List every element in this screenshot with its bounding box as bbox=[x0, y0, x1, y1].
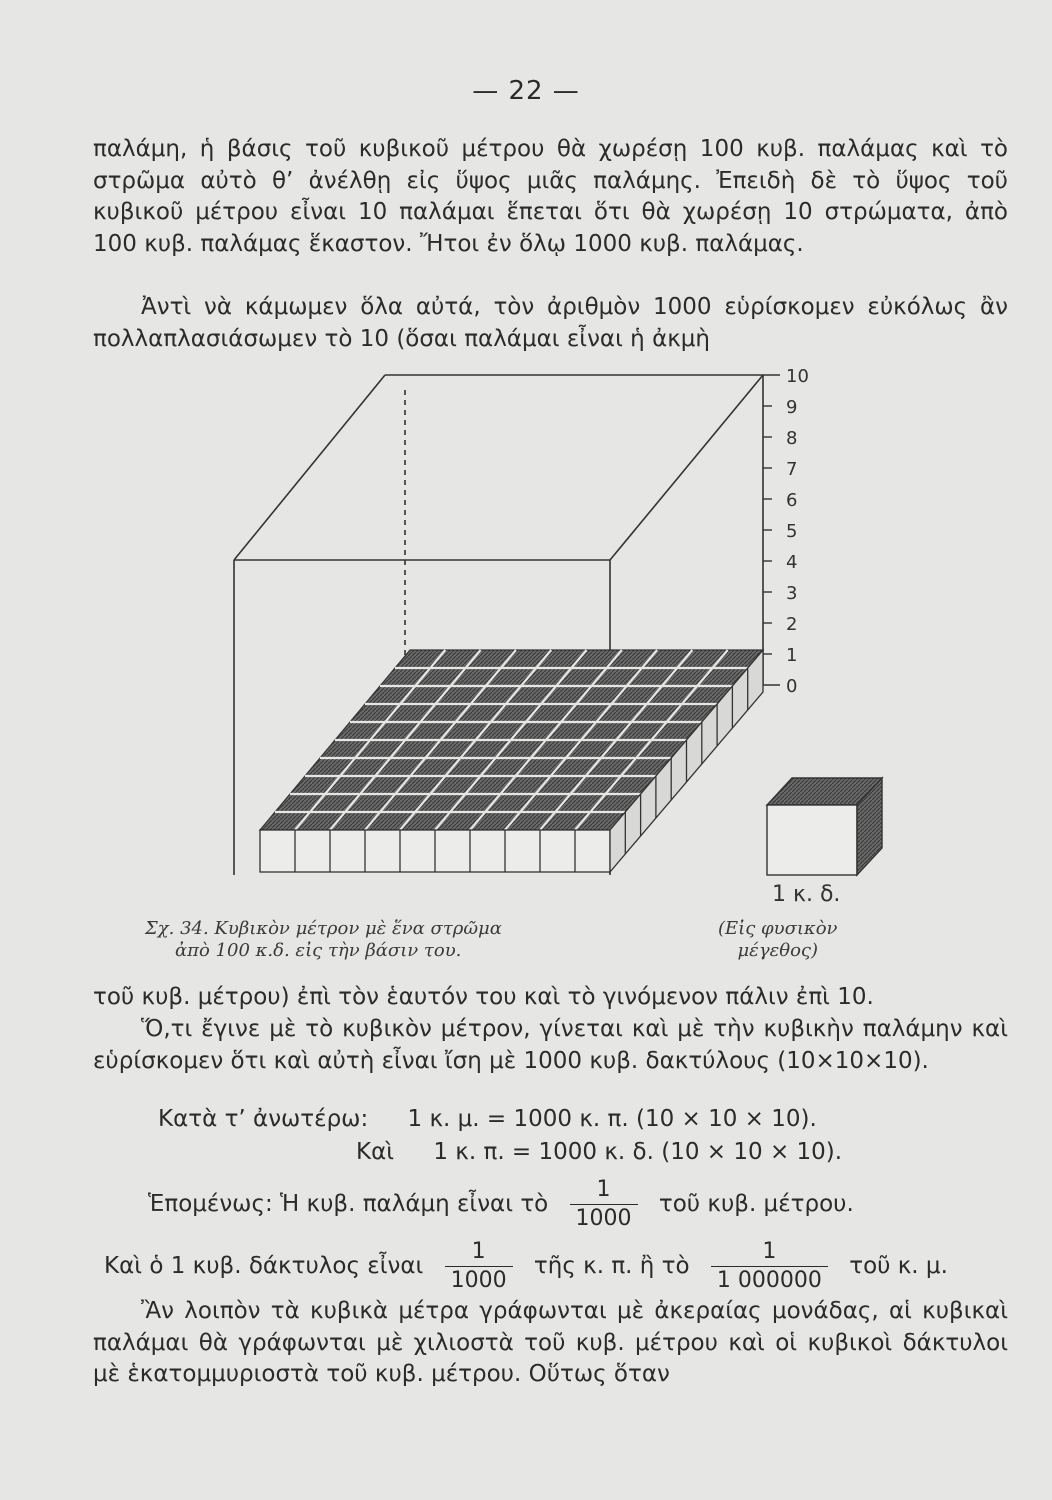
scale-label-7: 7 bbox=[786, 459, 798, 480]
equation-1-body: 1 κ. μ. = 1000 κ. π. (10 × 10 × 10). bbox=[407, 1106, 817, 1132]
scale-label-8: 8 bbox=[786, 428, 798, 449]
paragraph-5-text: Ἂν λοιπὸν τὰ κυβικὰ μέτρα γράφωνται μὲ ἀκεραίας μονάδας, αἱ κυβικαὶ παλάμαι θὰ γράφωνται μὲ χιλιοστὰ τοῦ κυβ. μέτρου καὶ οἱ κυβικοὶ δάκτυλοι μὲ ἑκατομμυριοστὰ τοῦ κυβ. μέτρου. Οὕτως ὅταν bbox=[93, 1298, 1008, 1387]
fraction-denominator: 1000 bbox=[570, 1204, 638, 1233]
scale-label-0: 0 bbox=[786, 676, 798, 697]
scale-label-10: 10 bbox=[786, 366, 809, 387]
small-cube bbox=[767, 778, 882, 875]
fraction-denominator: 1000 bbox=[445, 1266, 513, 1295]
small-cube-label: 1 κ. δ. bbox=[772, 882, 841, 907]
equation-3-prefix: Ἑπομένως: Ἡ κυβ. παλάμη εἶναι τὸ bbox=[148, 1191, 549, 1217]
scale-ticks bbox=[763, 375, 780, 685]
fraction-numerator: 1 bbox=[596, 1177, 611, 1202]
equation-1 bbox=[158, 1106, 817, 1132]
base-layer-front bbox=[260, 830, 610, 872]
figure-caption-left bbox=[145, 918, 502, 962]
scale-label-9: 9 bbox=[786, 397, 798, 418]
fraction-numerator: 1 bbox=[471, 1239, 486, 1264]
fraction-1-over-1000000 bbox=[711, 1238, 828, 1295]
caption-left-line-2: ἀπὸ 100 κ.δ. εἰς τὴν βάσιν του. bbox=[175, 940, 462, 961]
equation-3-suffix: τοῦ κυβ. μέτρου. bbox=[658, 1191, 854, 1217]
paragraph-5 bbox=[93, 1296, 1008, 1391]
page-number: — 22 — bbox=[472, 76, 580, 106]
equation-4-prefix: Καὶ ὁ 1 κυβ. δάκτυλος εἶναι bbox=[104, 1253, 424, 1279]
equation-4-suffix: τοῦ κ. μ. bbox=[849, 1253, 948, 1279]
fraction-1-over-1000-b bbox=[445, 1238, 513, 1295]
paragraph-2-text: Ἀντὶ νὰ κάμωμεν ὅλα αὐτά, τὸν ἀριθμὸν 1000 εὑρίσκομεν εὐκόλως ἂν πολλαπλασιάσωμεν τὸ 10 (ὅσαι παλάμαι εἶναι ἡ ἀκμὴ bbox=[93, 294, 1008, 352]
figure-caption-right bbox=[718, 918, 838, 962]
caption-right-line-1: (Εἰς φυσικὸν bbox=[718, 918, 838, 939]
fraction-numerator: 1 bbox=[762, 1239, 777, 1264]
cubic-meter-figure bbox=[220, 360, 920, 920]
caption-right-line-2: μέγεθος) bbox=[737, 940, 819, 961]
equation-2-prefix: Καὶ bbox=[356, 1139, 395, 1165]
paragraph-3: τοῦ κυβ. μέτρου) ἐπὶ τὸν ἑαυτόν του καὶ τὸ γινόμενον πάλιν ἐπὶ 10. bbox=[93, 984, 874, 1010]
caption-left-line-1: Σχ. 34. Κυβικὸν μέτρον μὲ ἕνα στρῶμα bbox=[145, 918, 502, 939]
paragraph-2 bbox=[93, 292, 1008, 355]
equation-1-prefix: Κατὰ τ’ ἀνωτέρω: bbox=[158, 1106, 369, 1132]
fraction-denominator: 1 000000 bbox=[711, 1266, 828, 1295]
fraction-1-over-1000 bbox=[570, 1176, 638, 1233]
equation-4-middle: τῆς κ. π. ἢ τὸ bbox=[533, 1253, 690, 1279]
scale-label-2: 2 bbox=[786, 614, 798, 635]
equation-3 bbox=[148, 1176, 854, 1233]
paragraph-4-text: Ὅ,τι ἔγινε μὲ τὸ κυβικὸν μέτρον, γίνεται καὶ μὲ τὴν κυβικὴν παλάμην καὶ εὑρίσκομεν ὅτι καὶ αὐτὴ εἶναι ἴση μὲ 1000 κυβ. δακτύλους (10×10×10). bbox=[93, 1016, 1008, 1074]
scale-label-5: 5 bbox=[786, 521, 798, 542]
paragraph-4 bbox=[93, 1014, 1008, 1077]
paragraph-1: παλάμη, ἡ βάσις τοῦ κυβικοῦ μέτρου θὰ χωρέσῃ 100 κυβ. παλάμας καὶ τὸ στρῶμα αὐτὸ θ’ ἀνέλθῃ εἰς ὕψος μιᾶς παλάμης. Ἐπειδὴ δὲ τὸ ὕψος τοῦ κυβικοῦ μέτρου εἶναι 10 παλάμαι ἕπεται ὅτι θὰ χωρέσῃ 10 στρώματα, ἀπὸ 100 κυβ. παλάμας ἕκαστον. Ἤτοι ἐν ὅλῳ 1000 κυβ. παλάμας. bbox=[93, 136, 1008, 257]
cube-drawing bbox=[220, 360, 920, 920]
scale-label-4: 4 bbox=[786, 552, 798, 573]
equation-2-body: 1 κ. π. = 1000 κ. δ. (10 × 10 × 10). bbox=[433, 1139, 843, 1165]
scale-label-6: 6 bbox=[786, 490, 798, 511]
scale-label-1: 1 bbox=[786, 645, 798, 666]
equation-2 bbox=[356, 1139, 842, 1165]
equation-4 bbox=[104, 1238, 948, 1295]
scale-label-3: 3 bbox=[786, 583, 798, 604]
